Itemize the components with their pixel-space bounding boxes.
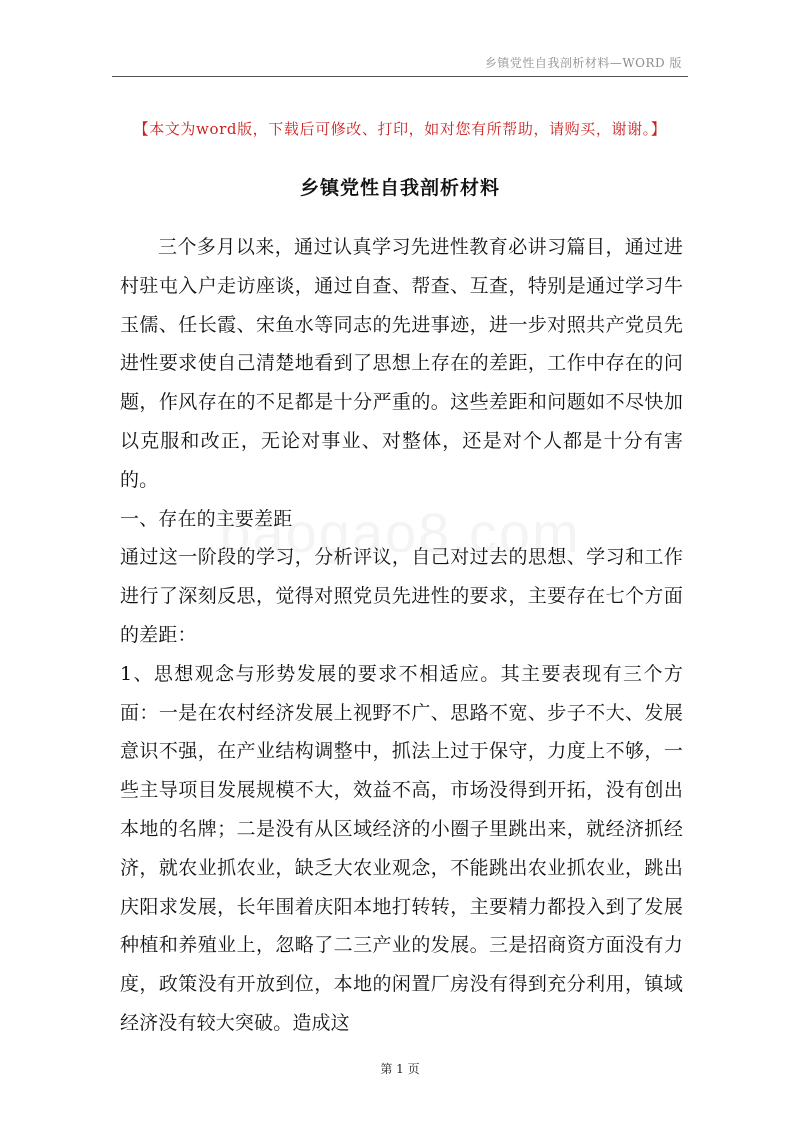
page-number: 第 1 页: [380, 1062, 420, 1076]
paragraph-reflection: 通过这一阶段的学习，分析评议，自己对过去的思想、学习和工作进行了深刻反思，觉得对照党员先进性的要求，主要存在七个方面的差距：: [120, 546, 683, 646]
document-body: [120, 228, 683, 1043]
section-heading: 一、存在的主要差距: [120, 507, 293, 530]
paragraph-point-1: 1、思想观念与形势发展的要求不相适应。其主要表现有三个方面：一是在农村经济发展上视野不广、思路不宽、步子不大、发展意识不强，在产业结构调整中，抓法上过于保守，力度上不够，一些主导项目发展规模不大，效益不高，市场没得到开拓，没有创出本地的名牌；二是没有从区域经济的小圈子里跳出来，就经济抓经济，就农业抓农业，缺乏大农业观念，不能跳出农业抓农业，跳出庆阳求发展，长年围着庆阳本地打转转，主要精力都投入到了发展种植和养殖业上，忽略了二三产业的发展。三是招商资方面没有力度，政策没有开放到位，本地的闲置厂房没有得到充分利用，镇域经济没有较大突破。造成这: [120, 662, 683, 1034]
running-header: 乡镇党性自我剖析材料—WORD 版: [484, 56, 682, 70]
document-title: 乡镇党性自我剖析材料: [299, 177, 500, 199]
download-notice: 【本文为word版，下载后可修改、打印，如对您有所帮助，请购买，谢谢。】: [133, 120, 667, 138]
header-divider: [112, 76, 688, 77]
paragraph-intro: 三个多月以来，通过认真学习先进性教育必讲习篇目，通过进村驻屯入户走访座谈，通过自查、帮查、互查，特别是通过学习牛玉儒、任长霞、宋鱼水等同志的先进事迹，进一步对照共产党员先进性要求使自己清楚地看到了思想上存在的差距，工作中存在的问题，作风存在的不足都是十分严重的。这些差距和问题如不尽快加以克服和改正，无论对事业、对整体，还是对个人都是十分有害的。: [120, 236, 683, 491]
